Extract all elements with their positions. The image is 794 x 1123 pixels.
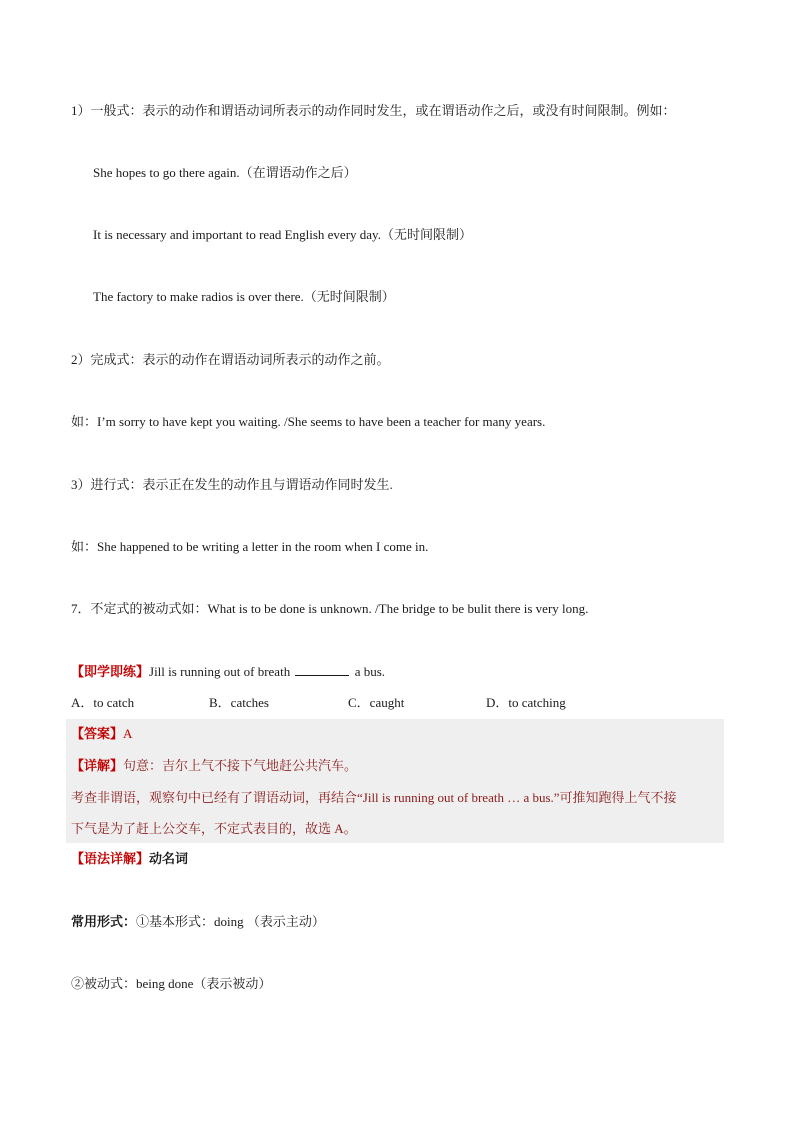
answer-value: A bbox=[123, 726, 133, 741]
passive-form-heading: 7．不定式的被动式如：What is to be done is unknown. /The bridge to be bulit there is very long. bbox=[71, 601, 589, 616]
option-b: B．catches bbox=[209, 695, 269, 710]
detail-meaning-line bbox=[71, 757, 357, 775]
progressive-example: 如：She happened to be writing a letter in the room when I come in. bbox=[71, 539, 429, 554]
simple-example-2: It is necessary and important to read English every day.（无时间限制） bbox=[93, 227, 472, 242]
perfect-form-heading: 2）完成式：表示的动作在谓语动词所表示的动作之前。 bbox=[71, 352, 390, 367]
common-forms-label: 常用形式： bbox=[71, 914, 137, 929]
perfect-example: 如：I’m sorry to have kept you waiting. /She seems to have been a teacher for many years. bbox=[71, 414, 546, 429]
passive-gerund-form: ②被动式：being done（表示被动） bbox=[71, 976, 272, 991]
exercise-stem bbox=[71, 663, 385, 681]
simple-example-3: The factory to make radios is over there.（无时间限制） bbox=[93, 289, 395, 304]
progressive-form-heading: 3）进行式：表示正在发生的动作且与谓语动作同时发生. bbox=[71, 477, 393, 492]
basic-form: ①基本形式：doing （表示主动） bbox=[136, 914, 325, 929]
detail-meaning: 句意：吉尔上气不接下气地赶公共汽车。 bbox=[123, 758, 358, 773]
grammar-heading bbox=[71, 850, 188, 868]
answer-tag: 【答案】 bbox=[71, 726, 124, 741]
detail-tag: 【详解】 bbox=[71, 758, 124, 773]
common-forms-line bbox=[71, 913, 325, 931]
answer-blank bbox=[295, 663, 349, 676]
exercise-tag: 【即学即练】 bbox=[71, 664, 150, 679]
option-a: A．to catch bbox=[71, 695, 135, 710]
simple-form-heading: 1）一般式：表示的动作和谓语动词所表示的动作同时发生，或在谓语动作之后，或没有时间限制。例如： bbox=[71, 103, 676, 118]
exercise-stem-a: Jill is running out of breath bbox=[149, 664, 291, 679]
grammar-tag: 【语法详解】 bbox=[71, 851, 150, 866]
detail-line-1: 考查非谓语，观察句中已经有了谓语动词，再结合“Jill is running out of breath … a bus.”可推知跑得上气不接 bbox=[71, 790, 677, 805]
simple-example-1: She hopes to go there again.（在谓语动作之后） bbox=[93, 165, 357, 180]
option-d: D．to catching bbox=[486, 695, 566, 710]
exercise-stem-b: a bus. bbox=[354, 664, 386, 679]
option-c: C．caught bbox=[348, 695, 405, 710]
answer-line bbox=[71, 725, 132, 743]
detail-line-2: 下气是为了赶上公交车，不定式表目的，故选 A。 bbox=[71, 821, 357, 836]
grammar-topic: 动名词 bbox=[149, 851, 189, 866]
